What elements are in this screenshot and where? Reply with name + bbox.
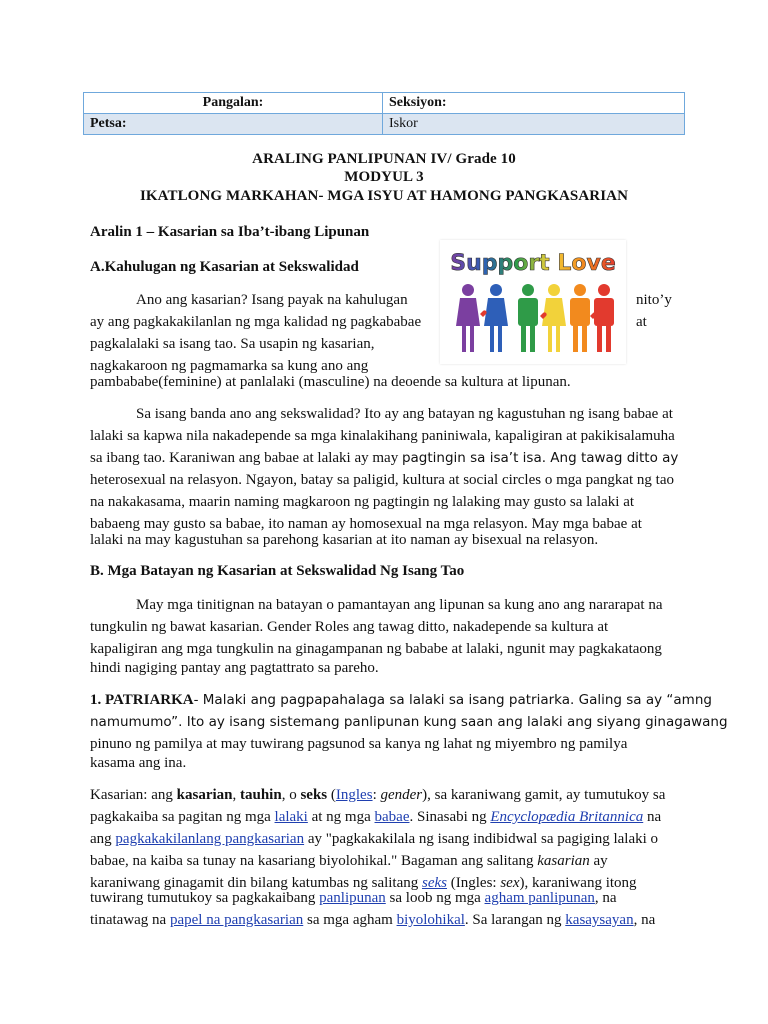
bold-term: seks: [300, 787, 328, 803]
section-a-para2-line: lalaki sa kapwa nila nakadepende sa mga kinalakihang paniniwala, kapaligiran at pakikisalamuha: [90, 428, 675, 444]
section-a-line: pagkalalaki sa isang tao. Sa usapin ng kasarian,: [90, 336, 375, 352]
patriarka-line: kasama ang ina.: [90, 755, 187, 771]
text-span: at ng mga: [307, 809, 375, 825]
patriarka-label: 1. PATRIARKA: [90, 692, 194, 708]
link-britannica[interactable]: Encyclopædia Britannica: [490, 809, 644, 825]
patriarka-line: pinuno ng pamilya at may tuwirang pagsunod sa kanya ng lahat ng miyembro ng pamilya: [90, 736, 628, 752]
text-span: ), sa karaniwang gamit, ay tumutukoy sa: [422, 787, 666, 803]
text-span: , na: [594, 890, 617, 906]
italic-term: kasarian: [537, 853, 590, 869]
patriarka-line: [90, 689, 712, 711]
section-a-para2-line: [90, 447, 678, 469]
link-lalaki[interactable]: lalaki: [274, 809, 308, 825]
section-a-line: at: [636, 314, 647, 330]
text-span: ), karaniwang itong: [519, 875, 637, 891]
section-a-line: nagkakaroon ng pagmamarka sa kung ano ang: [90, 358, 369, 374]
section-b-line: tungkulin ng bawat kasarian. Gender Roles ang tawag ditto, nakadepende sa kultura at: [90, 619, 609, 635]
kasarian-line: [90, 806, 661, 828]
score-label: Iskor: [383, 114, 685, 135]
link-pagkakakilanlan[interactable]: pagkakakilanlang pangkasarian: [115, 831, 305, 847]
bold-term: tauhin: [240, 787, 282, 803]
support-love-illustration: [440, 240, 626, 364]
text-span: sa mga agham: [303, 912, 397, 928]
text-span: ay: [589, 853, 608, 869]
text-span: :: [372, 787, 381, 803]
text-span: pagkakaiba sa pagitan ng mga: [90, 809, 275, 825]
section-a-line: nito’y: [636, 292, 672, 308]
kasarian-line: [90, 887, 617, 909]
section-b-line: May mga tinitignan na batayan o pamantayan ang lipunan sa kung ano ang nararapat na: [136, 597, 663, 613]
blue-figure: [484, 284, 508, 352]
support-love-title: Support Love: [450, 251, 616, 276]
text-span: na: [643, 809, 662, 825]
student-info-table: [83, 92, 685, 135]
date-label: Petsa:: [84, 114, 383, 135]
patriarka-line: namumumo”. Ito ay isang sistemang panlipunan kung saan ang lalaki ang siyang ginagawang: [90, 714, 728, 730]
text-span: ang: [90, 831, 116, 847]
section-label: Seksiyon:: [383, 93, 685, 114]
text-span: ,: [232, 787, 240, 803]
purple-figure: [456, 284, 480, 352]
text-span: , na: [633, 912, 656, 928]
kasarian-line: [90, 828, 658, 850]
text-span: sa loob ng mga: [385, 890, 485, 906]
section-a-heading: A.Kahulugan ng Kasarian at Sekswalidad: [90, 259, 359, 275]
kasarian-line: [90, 909, 655, 931]
section-b-line: kapaligiran ang mga tungkulin na ginagampanan ng bababe at lalaki, ngunit may pagkakataong: [90, 641, 662, 657]
text-span: (Ingles:: [447, 875, 501, 891]
orange-figure: [570, 284, 590, 352]
lesson-heading: Aralin 1 – Kasarian sa Iba’t-ibang Lipunan: [90, 224, 370, 240]
text-span: Kasarian: ang: [90, 787, 177, 803]
section-b-heading: B. Mga Batayan ng Kasarian at Sekswalidad Ng Isang Tao: [90, 563, 465, 579]
link-agham-panlipunan[interactable]: agham panlipunan: [484, 890, 595, 906]
link-babae[interactable]: babae: [374, 809, 410, 825]
section-a-para2-line: na nakakasama, maarin naming magkaroon ng pagtingin ng lalaking may gusto sa lalaki at: [90, 494, 635, 510]
kasarian-line: [90, 784, 665, 806]
section-a-para2-line: lalaki na may kagustuhan sa parehong kasarian at ito naman ay bisexual na relasyon.: [90, 532, 599, 548]
bold-term: kasarian: [176, 787, 233, 803]
section-a-line: pambababe(feminine) at panlalaki (masculine) na deoende sa kultura at lipunan.: [90, 374, 571, 390]
figures-group: [456, 284, 614, 352]
text-span: babae, na kaiba sa tunay na kasariang biyolohikal." Bagaman ang salitang: [90, 853, 538, 869]
link-papel-na-pangkasarian[interactable]: papel na pangkasarian: [169, 912, 304, 928]
red-figure: [594, 284, 614, 352]
text-span: karaniwang ginagamit din bilang katumbas ng salitang: [90, 875, 423, 891]
support-love-image: [440, 240, 626, 364]
link-ingles[interactable]: Ingles: [335, 787, 373, 803]
section-a-para2-line: Sa isang banda ano ang sekswalidad? Ito ay ang batayan ng kagustuhan ng isang babae at: [136, 406, 673, 422]
green-figure: [518, 284, 538, 352]
section-a-para2-line: heterosexual na relasyon. Ngayon, batay sa paligid, kultura at social circles o mga pangkat ng tao: [90, 472, 674, 488]
text-span: pagtingin sa isa’t isa. Ang tawag ditto ay: [401, 450, 679, 466]
text-span: . Sa larangan ng: [464, 912, 566, 928]
italic-term: sex: [500, 875, 520, 891]
text-span: (: [327, 787, 336, 803]
quarter-title: IKATLONG MARKAHAN- MGA ISYU AT HAMONG PANGKASARIAN: [139, 188, 629, 204]
yellow-figure: [542, 284, 566, 352]
table-row: [84, 114, 685, 135]
section-a-line: ay ang pagkakakilanlan ng mga kalidad ng pagkababae: [90, 314, 422, 330]
section-b-line: hindi nagiging pantay ang pagtattrato sa pareho.: [90, 660, 379, 676]
text-span: tuwirang tumutukoy sa pagkakaibang: [90, 890, 320, 906]
link-biyolohikal[interactable]: biyolohikal: [396, 912, 465, 928]
table-row: [84, 93, 685, 114]
text-span: ay "pagkakakilala ng isang indibidwal sa pagiging lalaki o: [304, 831, 659, 847]
text-span: - Malaki ang pagpapahalaga sa lalaki sa isang patriarka. Galing sa ay “amng: [193, 692, 712, 708]
link-seks[interactable]: seks: [422, 875, 448, 891]
course-title: ARALING PANLIPUNAN IV/ Grade 10: [252, 151, 516, 167]
link-panlipunan[interactable]: panlipunan: [319, 890, 386, 906]
kasarian-line: [90, 850, 608, 872]
text-span: . Sinasabi ng: [409, 809, 491, 825]
section-a-line: Ano ang kasarian? Isang payak na kahulugan: [136, 292, 408, 308]
module-title: MODYUL 3: [344, 169, 424, 185]
link-kasaysayan[interactable]: kasaysayan: [565, 912, 634, 928]
text-span: , o: [281, 787, 301, 803]
text-span: sa ibang tao. Karaniwan ang babae at lalaki ay may: [90, 450, 402, 466]
text-span: tinatawag na: [90, 912, 170, 928]
name-label: Pangalan:: [84, 93, 383, 114]
italic-term: gender: [380, 787, 423, 803]
section-a-para2-line: babaeng may gusto sa babae, ito naman ay homosexual na mga relasyon. May mga babae at: [90, 516, 642, 532]
